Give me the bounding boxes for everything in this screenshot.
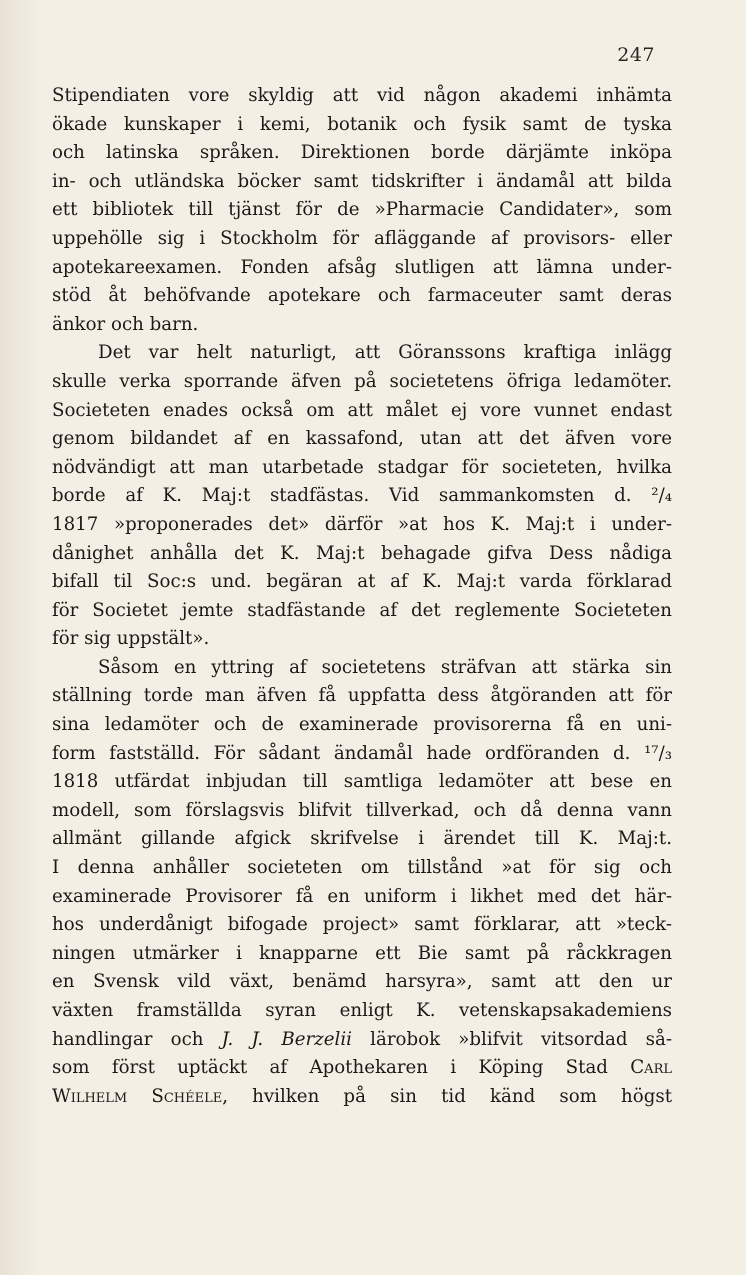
text-line: uppehölle sig i Stockholm för afläggande af provisors- eller (52, 227, 672, 249)
text-line: hos underdånigt bifogade project» samt förklarar, att »teck- (52, 914, 672, 936)
smallcaps-name: Wilhelm Schéele (52, 1085, 223, 1107)
text-line: examinerade Provisorer få en uniform i likhet med det här- (52, 885, 672, 907)
smallcaps-name: Carl (630, 1057, 672, 1079)
text-line: apotekareexamen. Fonden afsåg slutligen att lämna under- (52, 256, 672, 278)
text-line: änkor och barn. (52, 313, 199, 335)
body-text (52, 82, 672, 1111)
text-line: växten framställda syran enligt K. vetenskapsakademiens (52, 1000, 672, 1021)
text-line: en Svensk vild växt, benämd harsyra», samt att den ur (52, 971, 672, 993)
text-line: Stipendiaten vore skyldig att vid någon akademi inhämta (52, 85, 672, 106)
text-line: dånighet anhålla det K. Maj:t behagade gifva Dess nådiga (52, 542, 672, 564)
text-fragment: lärobok »blifvit vitsordad så- (351, 1028, 673, 1050)
text-line: sina ledamöter och de examinerade provisorerna få en uni- (52, 714, 672, 736)
text-line: bifall til Soc:s und. begäran at af K. Maj:t varda förklarad (52, 571, 672, 593)
text-fragment: , hvilken på sin tid känd som högst (222, 1085, 673, 1107)
text-line: ökade kunskaper i kemi, botanik och fysik samt de tyska (52, 113, 672, 135)
page-number: 247 (617, 44, 655, 66)
text-line: modell, som förslagsvis blifvit tillverkad, och då denna vann (52, 799, 672, 821)
text-line: 1818 utfärdat inbjudan till samtliga ledamöter att bese en (52, 771, 672, 793)
text-line: form fastställd. För sådant ändamål hade ordföranden d. ¹⁷/₃ (52, 742, 672, 764)
text-line: Såsom en yttring af societetens sträfvan att stärka sin (98, 656, 672, 678)
text-line: Det var helt naturligt, att Göranssons kraftiga inlägg (98, 342, 672, 364)
text-line (52, 1054, 672, 1083)
text-line (52, 1083, 672, 1112)
text-line: 1817 »proponerades det» därför »at hos K. Maj:t i under- (52, 513, 672, 535)
text-line: in- och utländska böcker samt tidskrifter i ändamål att bilda (52, 170, 672, 192)
text-line: genom bildandet af en kassafond, utan att det äfven vore (52, 428, 672, 450)
text-fragment: handlingar och (52, 1028, 222, 1050)
text-line: stöd åt behöfvande apotekare och farmaceuter samt deras (52, 285, 672, 307)
text-line: ningen utmärker i knapparne ett Bie samt på råckkragen (52, 942, 672, 964)
text-line: för sig uppstält». (52, 628, 210, 650)
text-line: borde af K. Maj:t stadfästas. Vid sammankomsten d. ²/₄ (52, 485, 672, 507)
italic-author-name: J. J. Berzelii (221, 1028, 352, 1050)
text-line: ett bibliotek till tjänst för de »Pharmacie Candidater», som (52, 199, 672, 221)
text-line: I denna anhåller societeten om tillstånd »at för sig och (52, 857, 672, 879)
text-line: ställning torde man äfven få uppfatta dess åtgöranden att för (52, 685, 672, 707)
text-line: för Societet jemte stadfästande af det reglemente Societeten (52, 599, 672, 621)
text-line: nödvändigt att man utarbetade stadgar för societeten, hvilka (52, 456, 672, 478)
text-line: och latinska språken. Direktionen borde därjämte inköpa (52, 142, 672, 164)
text-line (52, 1026, 672, 1055)
text-line: Societeten enades också om att målet ej vore vunnet endast (52, 399, 672, 421)
text-line: skulle verka sporrande äfven på societetens öfriga ledamöter. (52, 370, 672, 392)
text-fragment: som först uptäckt af Apothekaren i Köping Stad (52, 1057, 631, 1079)
text-line: allmänt gillande afgick skrifvelse i ärendet till K. Maj:t. (52, 828, 672, 850)
